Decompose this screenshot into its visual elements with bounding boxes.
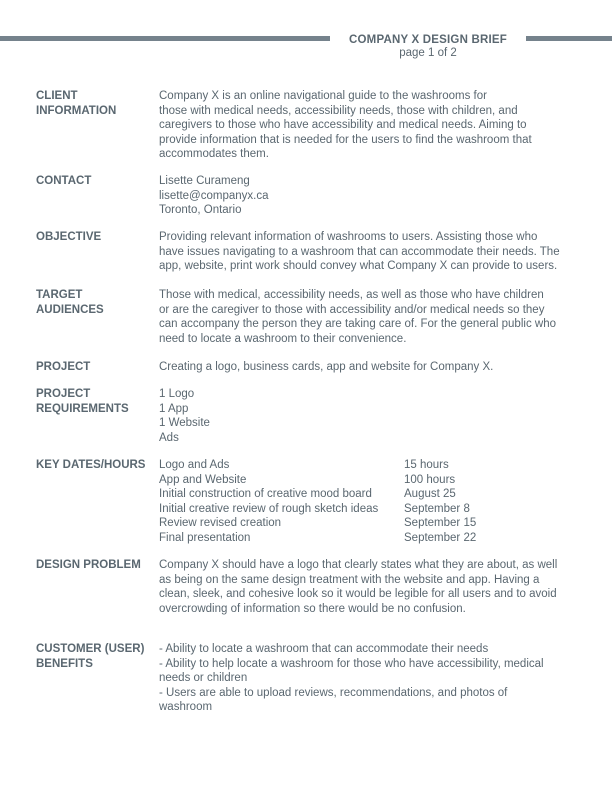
header-rule-right xyxy=(526,36,612,41)
text-line: - Ability to help locate a washroom for those who have accessibility, medical xyxy=(159,657,544,670)
list-item: 1 Website xyxy=(159,417,210,429)
text-line: - Ability to locate a washroom that can accommodate their needs xyxy=(159,643,489,655)
when-cell: September 22 xyxy=(404,531,477,544)
text-line: Providing relevant information of washrooms to users. Assisting those who xyxy=(159,231,538,243)
text-line: Company X should have a logo that clearly states what they are about, as well xyxy=(159,559,558,571)
contact-name: Lisette Curameng xyxy=(159,175,250,187)
text-line: can accompany the person they are taking care of. For the general public who xyxy=(159,318,556,330)
table-row xyxy=(159,487,579,502)
section-body xyxy=(159,558,579,616)
section-body xyxy=(159,360,579,375)
section-body xyxy=(159,174,579,218)
section-body xyxy=(159,89,579,162)
list-item: 1 Logo xyxy=(159,388,195,400)
section-label: OBJECTIVE xyxy=(36,231,102,243)
contact-email: lisette@companyx.ca xyxy=(159,189,269,202)
text-line: or are the caregiver to those with accessibility and/or medical needs so they xyxy=(159,303,545,316)
section-label: PROJECT xyxy=(36,361,91,373)
section-label: CONTACT xyxy=(36,175,92,187)
text-line: clean, sleek, and cohesive look so it would be legible for all users and to avoid xyxy=(159,588,557,600)
section-body xyxy=(159,387,579,445)
section-body xyxy=(159,642,579,715)
when-cell: September 8 xyxy=(404,502,470,515)
section-label: CUSTOMER (USER) BENEFITS xyxy=(36,643,145,670)
task-cell: Initial creative review of rough sketch ideas xyxy=(159,502,379,515)
key-dates-table xyxy=(159,458,579,545)
text-line: washroom xyxy=(159,701,213,713)
text-line: app, website, print work should convey what Company X can provide to users. xyxy=(159,260,558,272)
table-row xyxy=(159,516,579,531)
text-line: have issues navigating to a washroom that can accommodate their needs. The xyxy=(159,245,560,258)
when-cell: 100 hours xyxy=(404,473,456,486)
header-rule-left xyxy=(0,36,330,41)
list-item: Ads xyxy=(159,431,179,444)
text-line: accommodates them. xyxy=(159,148,269,160)
section-body xyxy=(159,230,579,274)
text-line: - Users are able to upload reviews, recommendations, and photos of xyxy=(159,686,508,699)
table-row xyxy=(159,502,579,517)
when-cell: August 25 xyxy=(404,488,456,500)
task-cell: Logo and Ads xyxy=(159,459,230,471)
task-cell: Final presentation xyxy=(159,531,251,544)
section-label: TARGET AUDIENCES xyxy=(36,289,104,316)
table-row xyxy=(159,531,579,546)
text-line: those with medical needs, accessibility needs, those with children, and xyxy=(159,104,518,117)
text-line: Company X is an online navigational guide to the washrooms for xyxy=(159,90,487,102)
text-line: Creating a logo, business cards, app and website for Company X. xyxy=(159,361,494,373)
task-cell: App and Website xyxy=(159,473,247,486)
when-cell: September 15 xyxy=(404,517,477,529)
text-line: needs or children xyxy=(159,672,248,684)
text-line: need to locate a washroom to their convenience. xyxy=(159,332,407,345)
text-line: caregivers to those who have accessibility and medical needs. Aiming to xyxy=(159,119,527,131)
section-label: KEY DATES/HOURS xyxy=(36,459,146,471)
task-cell: Review revised creation xyxy=(159,517,282,529)
text-line: as being on the same design treatment with the website and app. Having a xyxy=(159,573,540,586)
section-body xyxy=(159,288,579,346)
text-line: provide information that is needed for the users to find the washroom that xyxy=(159,133,532,146)
contact-location: Toronto, Ontario xyxy=(159,204,242,216)
document-title: COMPANY X DESIGN BRIEF xyxy=(349,34,507,46)
when-cell: 15 hours xyxy=(404,459,449,471)
section-label: DESIGN PROBLEM xyxy=(36,559,141,571)
text-line: Those with medical, accessibility needs, as well as those who have children xyxy=(159,289,544,301)
list-item: 1 App xyxy=(159,402,189,415)
table-row xyxy=(159,458,579,473)
section-label: PROJECT REQUIREMENTS xyxy=(36,388,129,415)
text-line: overcrowding of information so there would be no confusion. xyxy=(159,602,466,615)
table-row xyxy=(159,473,579,488)
page-number: page 1 of 2 xyxy=(399,47,457,59)
task-cell: Initial construction of creative mood board xyxy=(159,488,372,500)
section-label: CLIENT INFORMATION xyxy=(36,90,117,117)
